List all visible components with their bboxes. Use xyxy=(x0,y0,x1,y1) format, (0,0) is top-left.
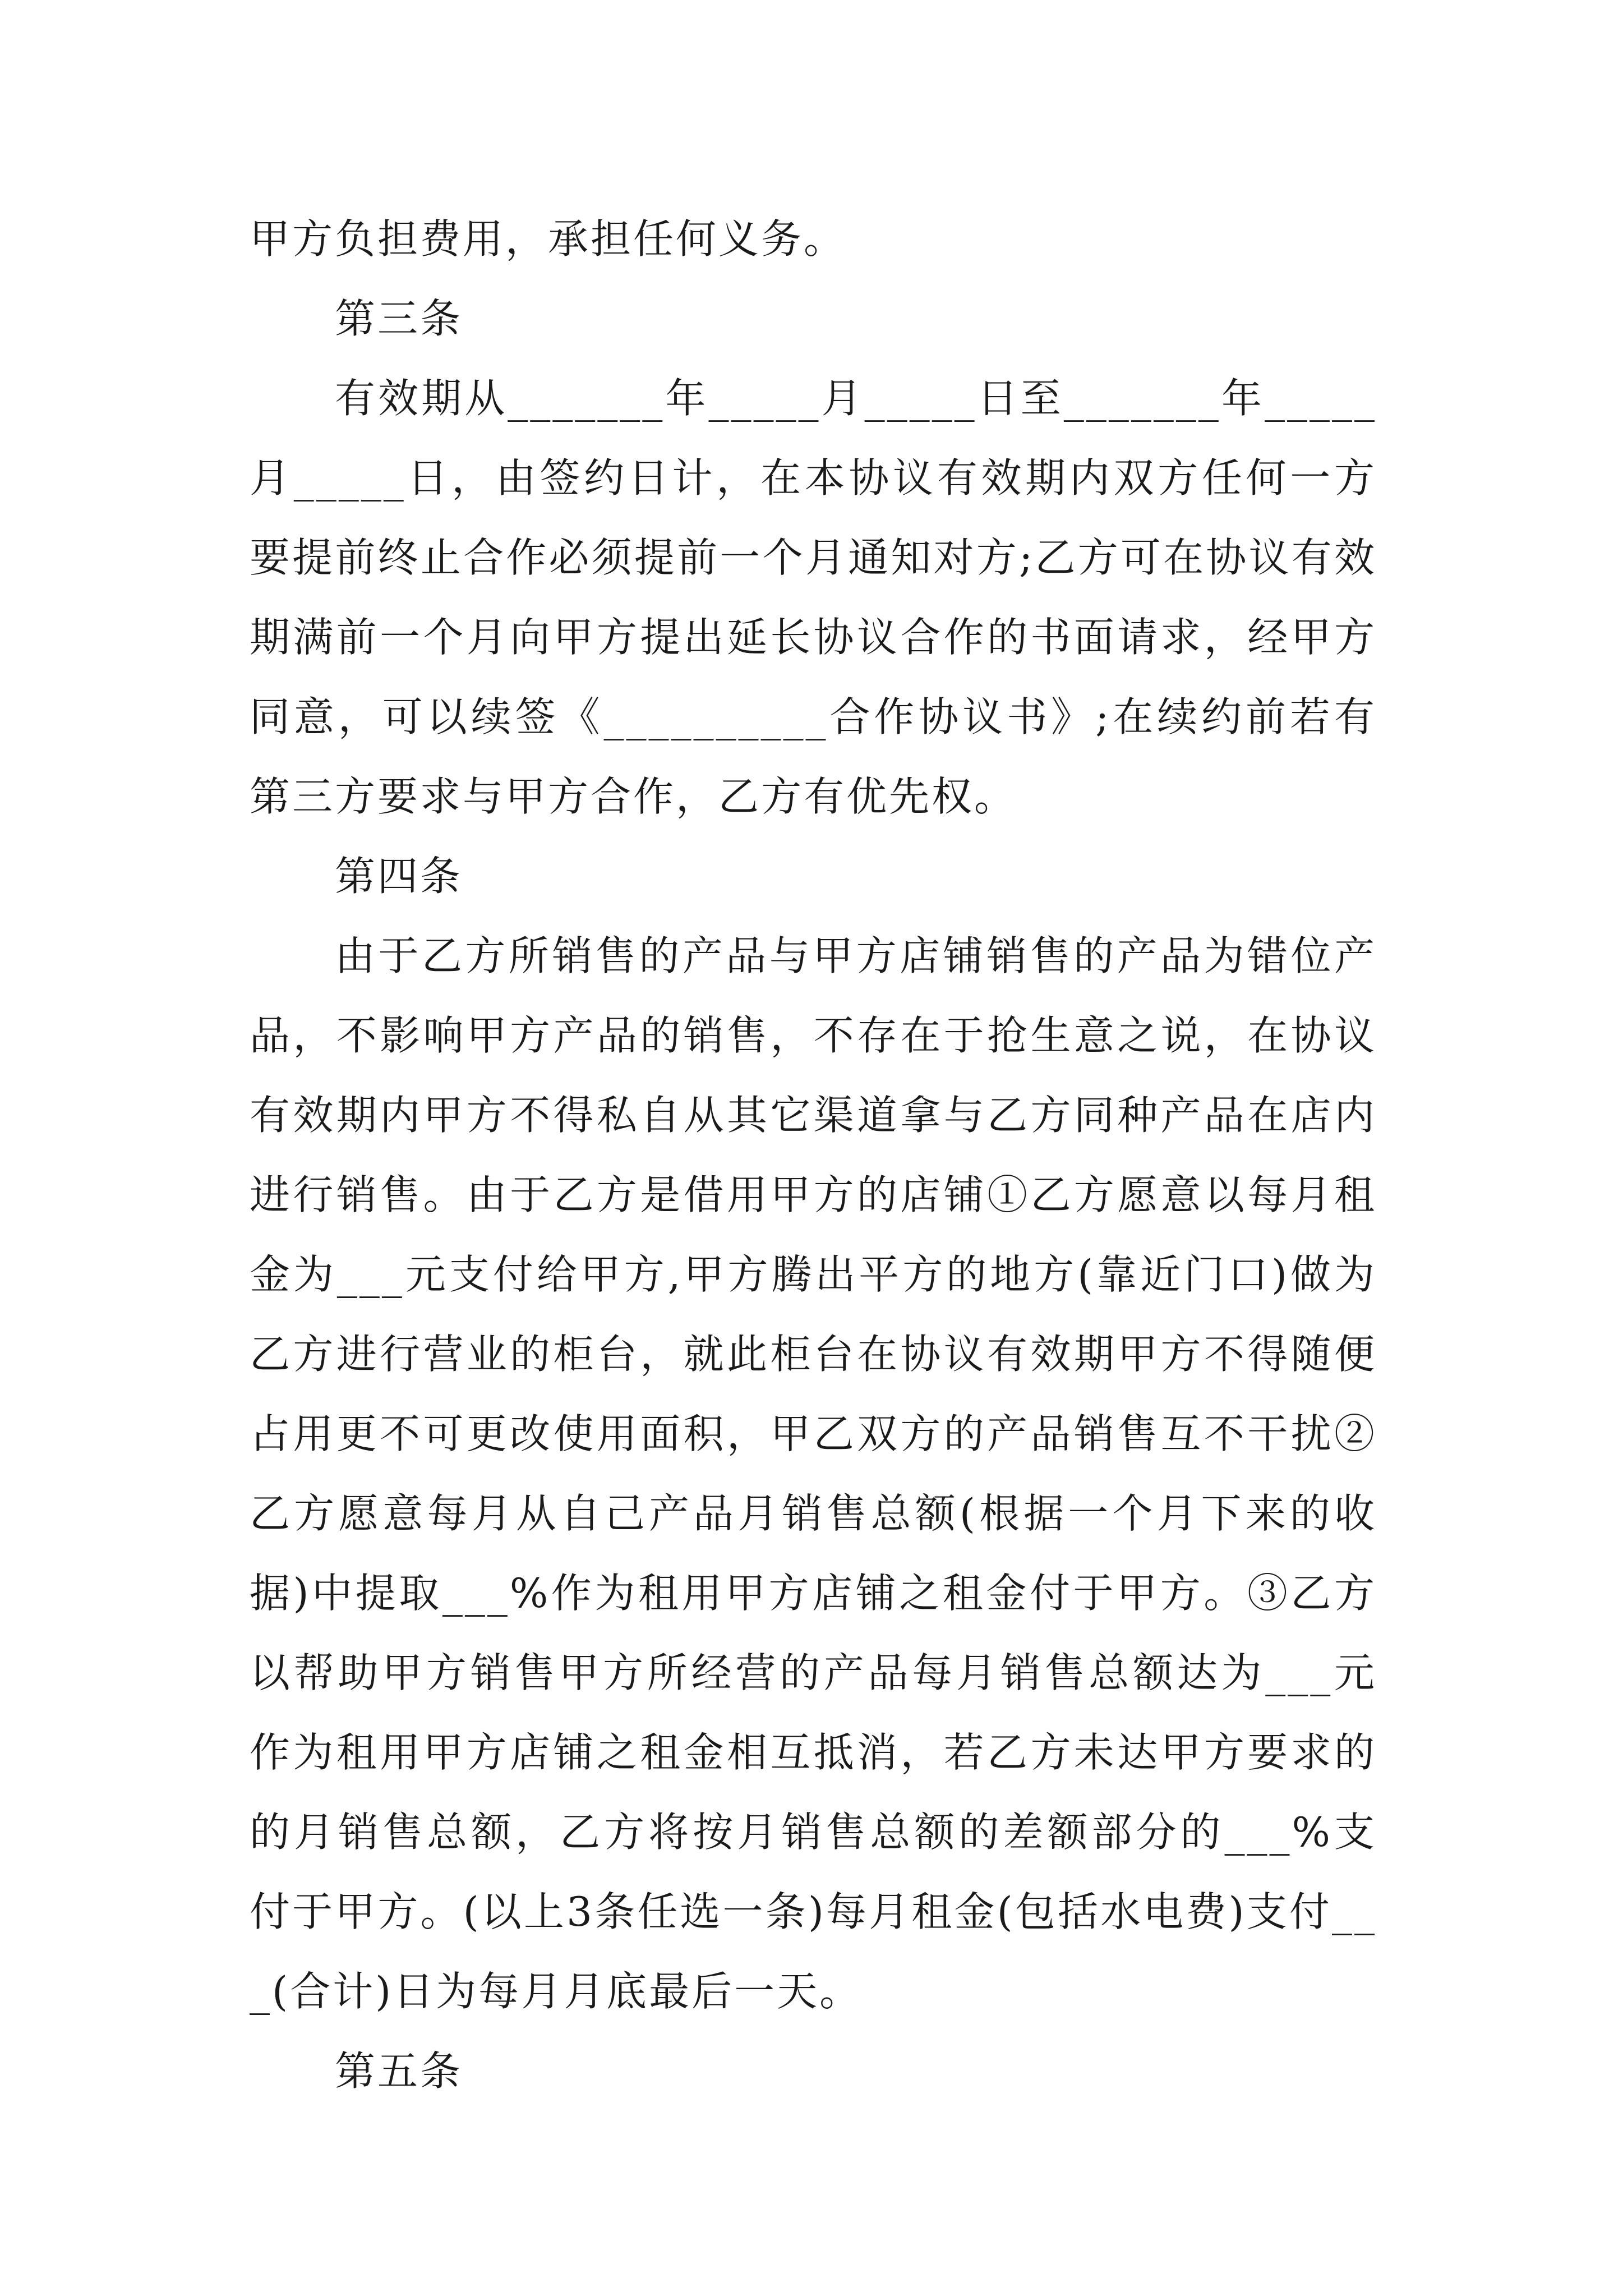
document-body xyxy=(250,199,1377,2111)
heading-article-4: 第四条 xyxy=(335,853,463,900)
paragraph-article-3-term: 有效期从_______年_____月_____日至_______年_____月_____日，由签约日计，在本协议有效期内双方任何一方要提前终止合作必须提前一个月通知对方;乙方可在协议有效期满前一个月向甲方提出延长协议合作的书面请求，经甲方同意，可以续签《__________合作协议书》;在续约前若有第三方要求与甲方合作，乙方有优先权。 xyxy=(250,375,1377,820)
paragraph-continuation: 甲方负担费用，承担任何义务。 xyxy=(250,215,847,263)
paragraph-article-4-rent: 由于乙方所销售的产品与甲方店铺销售的产品为错位产品，不影响甲方产品的销售，不存在于抢生意之说，在协议有效期内甲方不得私自从其它渠道拿与乙方同种产品在店内进行销售。由于乙方是借用甲方的店铺①乙方愿意以每月租金为___元支付给甲方,甲方腾出平方的地方(靠近门口)做为乙方进行营业的柜台，就此柜台在协议有效期甲方不得随便占用更不可更改使用面积，甲乙双方的产品销售互不干扰②乙方愿意每月从自己产品月销售总额(根据一个月下来的收据)中提取___%作为租用甲方店铺之租金付于甲方。③乙方以帮助甲方销售甲方所经营的产品每月销售总额达为___元作为租用甲方店铺之租金相互抵消，若乙方未达甲方要求的的月销售总额，乙方将按月销售总额的差额部分的___%支付于甲方。(以上3条任选一条)每月租金(包括水电费)支付___(合计)日为每月月底最后一天。 xyxy=(250,932,1377,2015)
heading-article-5: 第五条 xyxy=(335,2047,463,2095)
heading-article-3: 第三条 xyxy=(335,295,463,342)
